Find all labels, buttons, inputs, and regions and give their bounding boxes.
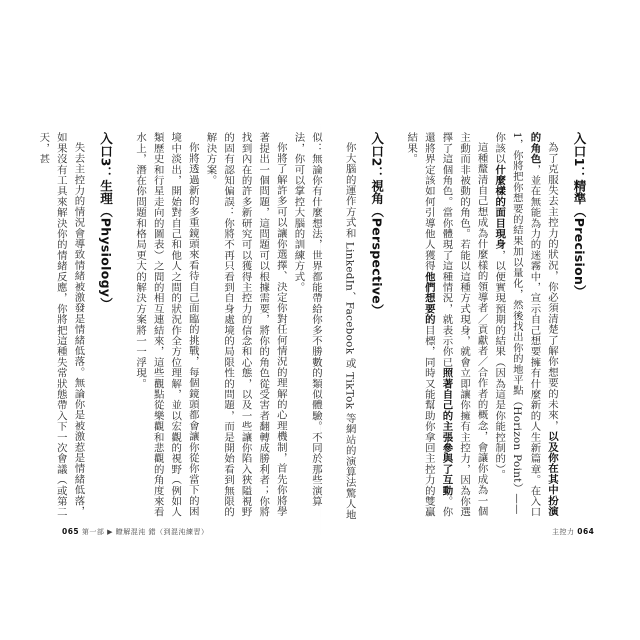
paragraph: 你大腦的運作方式和 LinkedIn、Facebook 或 TikTok 等網站的演算法驚人地 — [343, 142, 356, 521]
right-page-footer — [552, 527, 594, 537]
paragraph — [402, 132, 490, 524]
right-page-text — [340, 132, 590, 524]
section-heading-perspective: 入口2：視角（Perspective） — [369, 132, 385, 317]
paragraph — [490, 132, 560, 524]
left-page — [37, 132, 324, 524]
page-number: 064 — [577, 527, 595, 536]
text-run: ，並在無能為力的迷霧中，宣示自己想要擁有什麼新的人生新篇章。在入口1，你將把你想要的結果加以量化，然後找出你的地平點（Horizon Point）——你該以 — [493, 132, 541, 518]
text-run: ，以便實現預期的結果（因為這是你能控制的）。 — [493, 249, 506, 480]
running-title: 主控力 — [552, 528, 575, 536]
text-run: 目標，同時又能幫助你拿回主控力的雙贏結果。 — [405, 132, 435, 518]
section-heading-precision: 入口1：精準（Precision） — [572, 132, 587, 299]
page-number: 065 — [62, 527, 80, 536]
section-heading-physiology: 入口3：生理（Physiology） — [98, 132, 114, 311]
text-run: 為了克服失去主控力的狀況，你必須清楚了解你想要的未來， — [546, 142, 558, 432]
bold-phrase: 他們想要的 — [422, 271, 435, 325]
text-run: 。你還將界定該如何引導他人獲得 — [422, 132, 453, 518]
book-spread — [37, 132, 590, 524]
text-run: 這種釐清自己想成為什麼樣的領導者／貢獻者／合作者的概念，會讓你成為一個主動而非被動的角色。若能以這種方式現身，就會立即讓你擁有主控力，因為你選擇了這個角色。當你體現了這種情況，就表示你已 — [440, 132, 488, 518]
left-page-text — [34, 132, 324, 524]
paragraph: 你將了解許多可以讓你選擇、決定你對任何情況的理解的心理機制，首先你將學著提出一個問題，這問題可以根據需要，將你的角色從受害者翻轉成勝利者；你將找到內在的許多新研究可以獲得主控力的信念和心態，以及一些讓你陷入狹隘視野的固有認知偏誤：你將不再只看到自身處境的局限性的問題，而是開始看到無限的解決方案。 — [204, 132, 287, 518]
bold-phrase: 以及你在其中扮演的角色 — [528, 132, 558, 517]
bold-phrase: 照著自己的主張參與了互動 — [440, 367, 453, 496]
paragraph: 失去主控力的情況會導致情緒被激發是情緒低落。無論你是被激惹是情緒低落，如果沒有工具來解決你的情緒反應，你將把這種失常狀態帶入下一次會議（或第二天，甚 — [37, 132, 85, 518]
paragraph: 你將透過新的多重鏡頭來看待自己面臨的挑戰，每個鏡頭都會讓你從你當下的困境中淡出，開始對自己和他人之間的狀況作全方位理解，並以宏觀的視野（例如人類歷史和行星走向的圖表）之間的相互連結來，這些觀點從樂觀和悲觀的角度來看水上，潛在你問題和格局更大的解決方案將一一浮現。 — [134, 132, 199, 518]
bold-phrase: 什麼樣的面目現身 — [493, 164, 506, 250]
right-page — [334, 132, 590, 524]
running-title: 第一部 ▶ 瞭解混沌 錯（到混沌練習） — [81, 528, 209, 536]
left-page-footer — [62, 527, 208, 537]
paragraph: 似：無論你有什麼想法，世界都能帶給你多不勝數的類似體驗。不同於那些演算法，你可以掌控大腦的訓練方式。 — [292, 132, 322, 507]
